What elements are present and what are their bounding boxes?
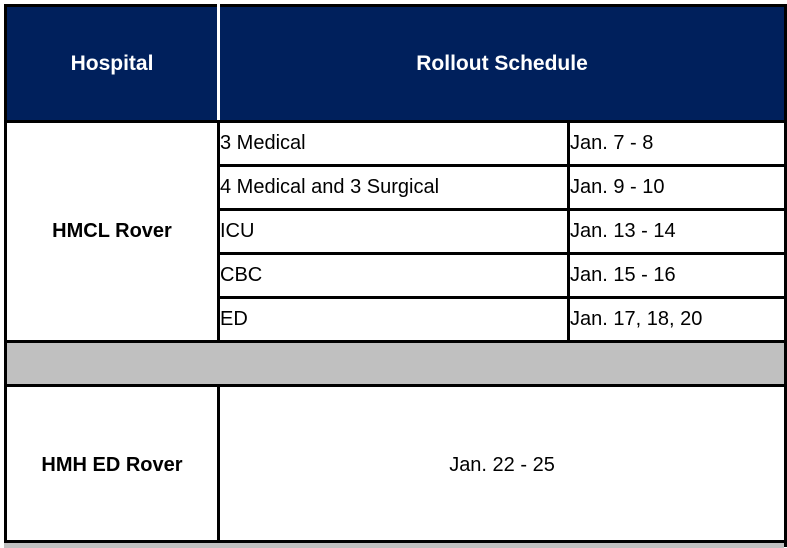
date-cell: Jan. 9 - 10 bbox=[569, 166, 786, 210]
date-cell: Jan. 7 - 8 bbox=[569, 122, 786, 166]
rollout-schedule-table bbox=[4, 4, 787, 547]
date-cell: Jan. 17, 18, 20 bbox=[569, 298, 786, 342]
separator-row bbox=[6, 342, 786, 386]
table-row bbox=[6, 122, 786, 166]
hospital-cell-hmcl-rover: HMCL Rover bbox=[6, 122, 219, 342]
table-row bbox=[6, 386, 786, 546]
date-cell: Jan. 15 - 16 bbox=[569, 254, 786, 298]
unit-cell: ICU bbox=[219, 210, 569, 254]
bottom-separator bbox=[4, 540, 784, 548]
separator-cell bbox=[6, 342, 786, 386]
date-cell: Jan. 13 - 14 bbox=[569, 210, 786, 254]
header-hospital: Hospital bbox=[6, 6, 219, 122]
unit-cell: 3 Medical bbox=[219, 122, 569, 166]
header-row bbox=[6, 6, 786, 122]
unit-cell: CBC bbox=[219, 254, 569, 298]
hospital-cell-hmh-ed-rover: HMH ED Rover bbox=[6, 386, 219, 546]
unit-cell: 4 Medical and 3 Surgical bbox=[219, 166, 569, 210]
header-rollout-schedule: Rollout Schedule bbox=[219, 6, 786, 122]
date-cell: Jan. 22 - 25 bbox=[219, 386, 786, 546]
unit-cell: ED bbox=[219, 298, 569, 342]
